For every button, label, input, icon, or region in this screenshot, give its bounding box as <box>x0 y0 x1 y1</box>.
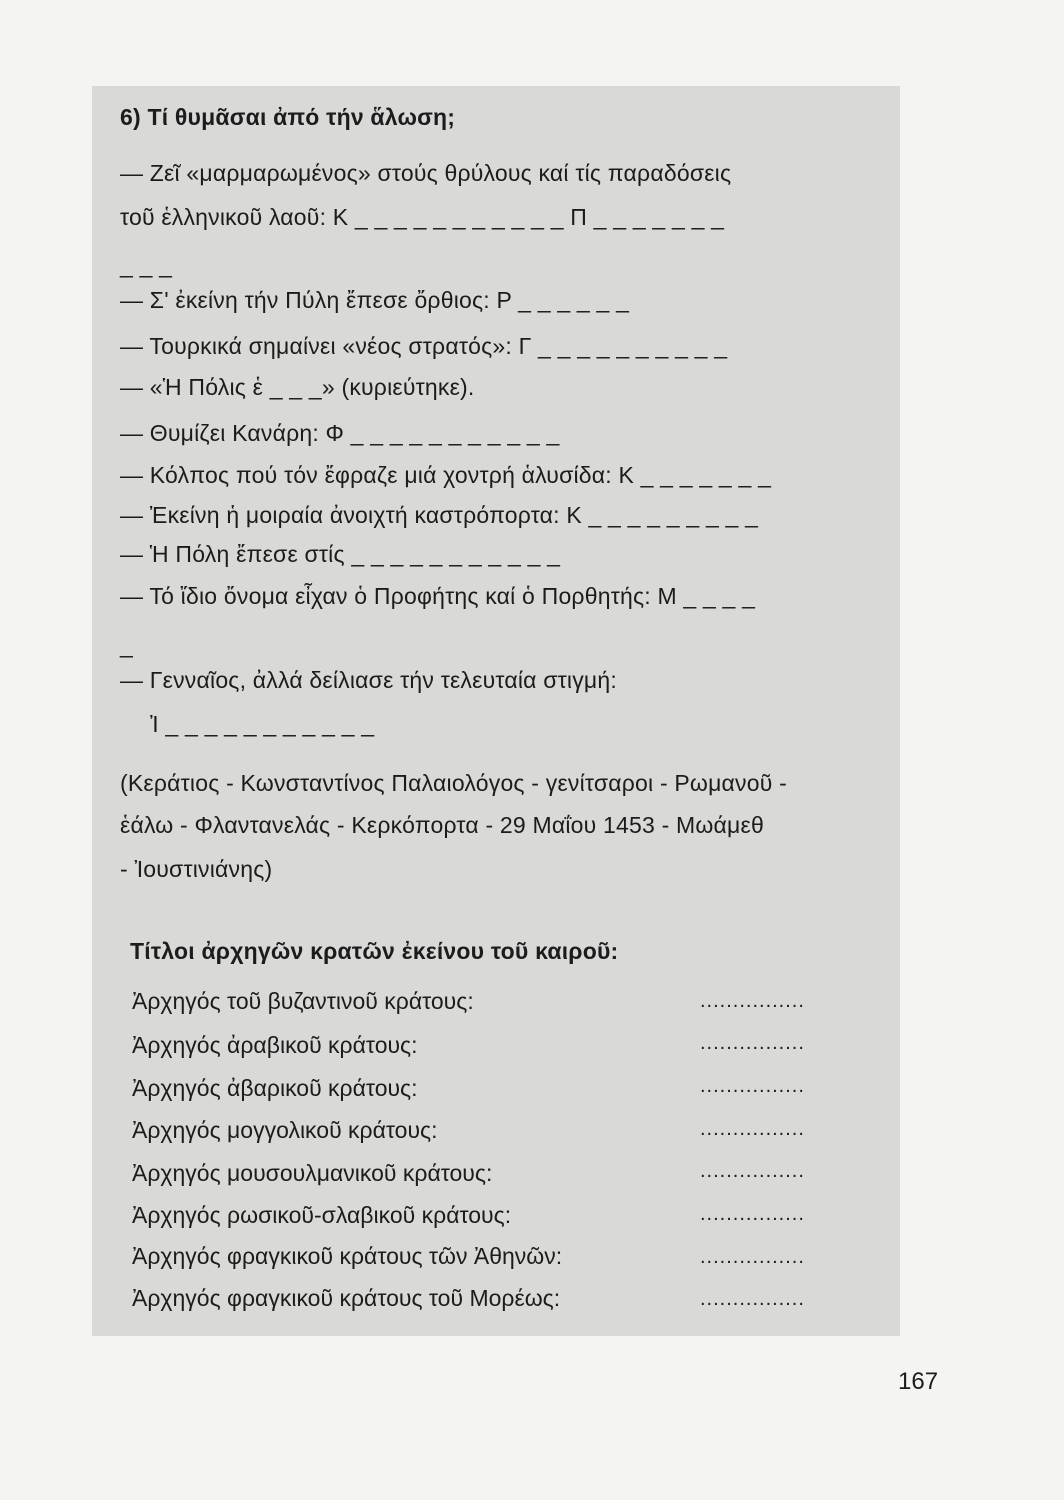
clue-line: τοῦ ἑλληνικοῦ λαοῦ: Κ _ _ _ _ _ _ _ _ _ _ _ Π _ _ _ _ _ _ _ <box>120 204 725 230</box>
clue-line: — Σ' ἐκείνη τήν Πύλη ἔπεσε ὄρθιος: Ρ _ _ _ _ _ _ <box>120 287 630 313</box>
answer-dots: ................ <box>700 1032 805 1054</box>
clue-line: Ἰ _ _ _ _ _ _ _ _ _ _ _ <box>150 711 375 737</box>
title-row: Ἀρχηγός μογγολικοῦ κράτους: <box>132 1117 438 1143</box>
question-title: 6) Τί θυμᾶσαι ἀπό τήν ἅλωση; <box>120 104 456 130</box>
answer-bank-line: - Ἰουστινιάνης) <box>120 856 273 882</box>
title-row: Ἀρχηγός τοῦ βυζαντινοῦ κράτους: <box>132 988 474 1014</box>
clue-line: — Κόλπος πού τόν ἔφραζε μιά χοντρή ἁλυσίδα: Κ _ _ _ _ _ _ _ <box>120 462 772 488</box>
clue-line: — Τουρκικά σημαίνει «νέος στρατός»: Γ _ _ _ _ _ _ _ _ _ _ <box>120 333 728 359</box>
answer-dots: ................ <box>700 1118 805 1140</box>
title-row: Ἀρχηγός ἀβαρικοῦ κράτους: <box>132 1075 418 1101</box>
clue-line: — «Ἡ Πόλις ἑ _ _ _» (κυριεύτηκε). <box>120 374 475 400</box>
clue-line: — Ζεῖ «μαρμαρωμένος» στούς θρύλους καί τίς παραδόσεις <box>120 160 732 186</box>
clue-line: — Γενναῖος, ἀλλά δείλιασε τήν τελευταία στιγμή: <box>120 667 617 693</box>
answer-dots: ................ <box>700 1288 805 1310</box>
title-row: Ἀρχηγός ρωσικοῦ-σλαβικοῦ κράτους: <box>132 1202 512 1228</box>
answer-dots: ................ <box>700 1075 805 1097</box>
answer-dots: ................ <box>700 1246 805 1268</box>
clue-line: — Τό ἴδιο ὄνομα εἶχαν ὁ Προφήτης καί ὁ Πορθητής: Μ _ _ _ _ <box>120 583 756 609</box>
title-row: Ἀρχηγός φραγκικοῦ κράτους τοῦ Μορέως: <box>132 1285 561 1311</box>
title-row: Ἀρχηγός φραγκικοῦ κράτους τῶν Ἀθηνῶν: <box>132 1243 563 1269</box>
answer-bank-line: ἑάλω - Φλαντανελάς - Κερκόπορτα - 29 Μαΐου 1453 - Μωάμεθ <box>120 812 764 838</box>
answer-dots: ................ <box>700 1160 805 1182</box>
title-row: Ἀρχηγός ἀραβικοῦ κράτους: <box>132 1032 418 1058</box>
answer-bank-line: (Κεράτιος - Κωνσταντίνος Παλαιολόγος - γενίτσαροι - Ρωμανοῦ - <box>120 770 787 796</box>
titles-heading: Τίτλοι ἀρχηγῶν κρατῶν ἐκείνου τοῦ καιροῦ: <box>130 938 619 964</box>
title-row: Ἀρχηγός μουσουλμανικοῦ κράτους: <box>132 1160 493 1186</box>
clue-line: — Θυμίζει Κανάρη: Φ _ _ _ _ _ _ _ _ _ _ _ <box>120 420 560 446</box>
clue-line: _ <box>120 632 133 658</box>
clue-line: — Ἐκείνη ἡ μοιραία ἀνοιχτή καστρόπορτα: Κ _ _ _ _ _ _ _ _ _ <box>120 502 759 528</box>
clue-line: — Ἡ Πόλη ἔπεσε στίς _ _ _ _ _ _ _ _ _ _ _ <box>120 541 561 567</box>
page-number: 167 <box>898 1368 939 1395</box>
answer-dots: ................ <box>700 990 805 1012</box>
clue-line: _ _ _ <box>120 252 173 278</box>
answer-dots: ................ <box>700 1203 805 1225</box>
